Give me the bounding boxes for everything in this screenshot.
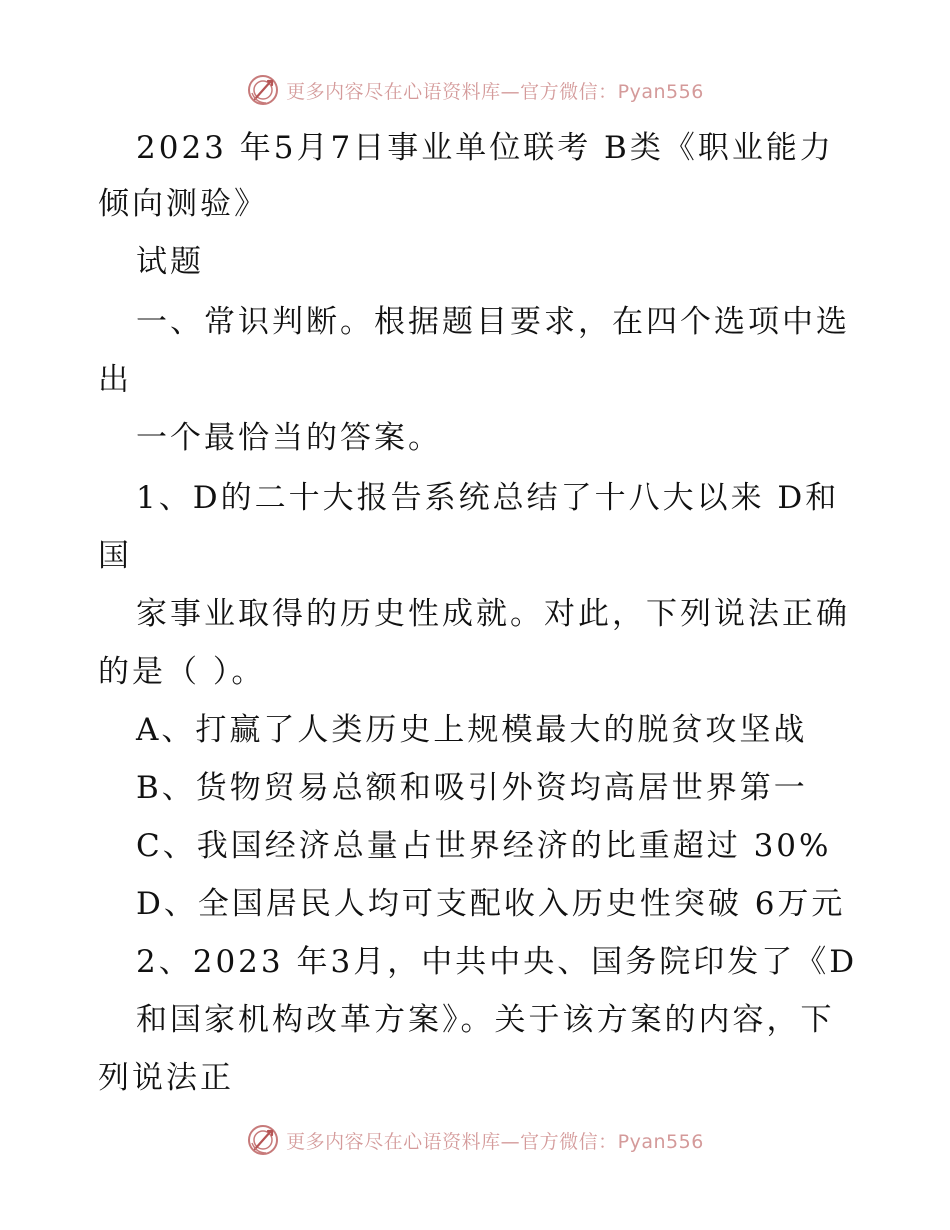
question-1-option-d: D、全国居民人均可支配收入历史性突破 6万元 [136,886,846,922]
doc-title-line-2: 倾向测验》 [98,186,268,222]
seal-logo-icon [246,1123,280,1157]
question-1-option-c: C、我国经济总量占世界经济的比重超过 30% [136,828,832,864]
footer-watermark [0,1120,950,1160]
instruction-line-2: 出 [98,362,132,398]
question-2-line-2: 和国家机构改革方案》。关于该方案的内容，下 [136,1002,835,1038]
question-1-line-4: 的是（ ）。 [98,654,266,690]
question-2-line-1: 2、2023 年3月，中共中央、国务院印发了《D [136,944,858,980]
instruction-line-3: 一个最恰当的答案。 [136,420,442,456]
doc-title-line-1: 2023 年5月7日事业单位联考 B类《职业能力 [136,130,834,166]
question-1-line-1: 1、D的二十大报告系统总结了十八大以来 D和 [136,480,840,516]
question-1-option-b: B、货物贸易总额和吸引外资均高居世界第一 [136,770,808,806]
question-1-line-2: 国 [98,538,132,574]
seal-logo-icon [246,73,280,107]
question-2-line-3: 列说法正 [98,1060,234,1096]
question-1-option-a: A、打赢了人类历史上规模最大的脱贫攻坚战 [136,712,808,748]
watermark-text: 更多内容尽在心语资料库—官方微信：Pyan556 [286,1130,704,1153]
watermark-text: 更多内容尽在心语资料库—官方微信：Pyan556 [286,80,704,103]
header-watermark [0,70,950,110]
instruction-line-1: 一、常识判断。根据题目要求，在四个选项中选 [136,304,850,340]
section-heading: 试题 [136,244,204,280]
question-1-line-3: 家事业取得的历史性成就。对此，下列说法正确 [136,596,850,632]
